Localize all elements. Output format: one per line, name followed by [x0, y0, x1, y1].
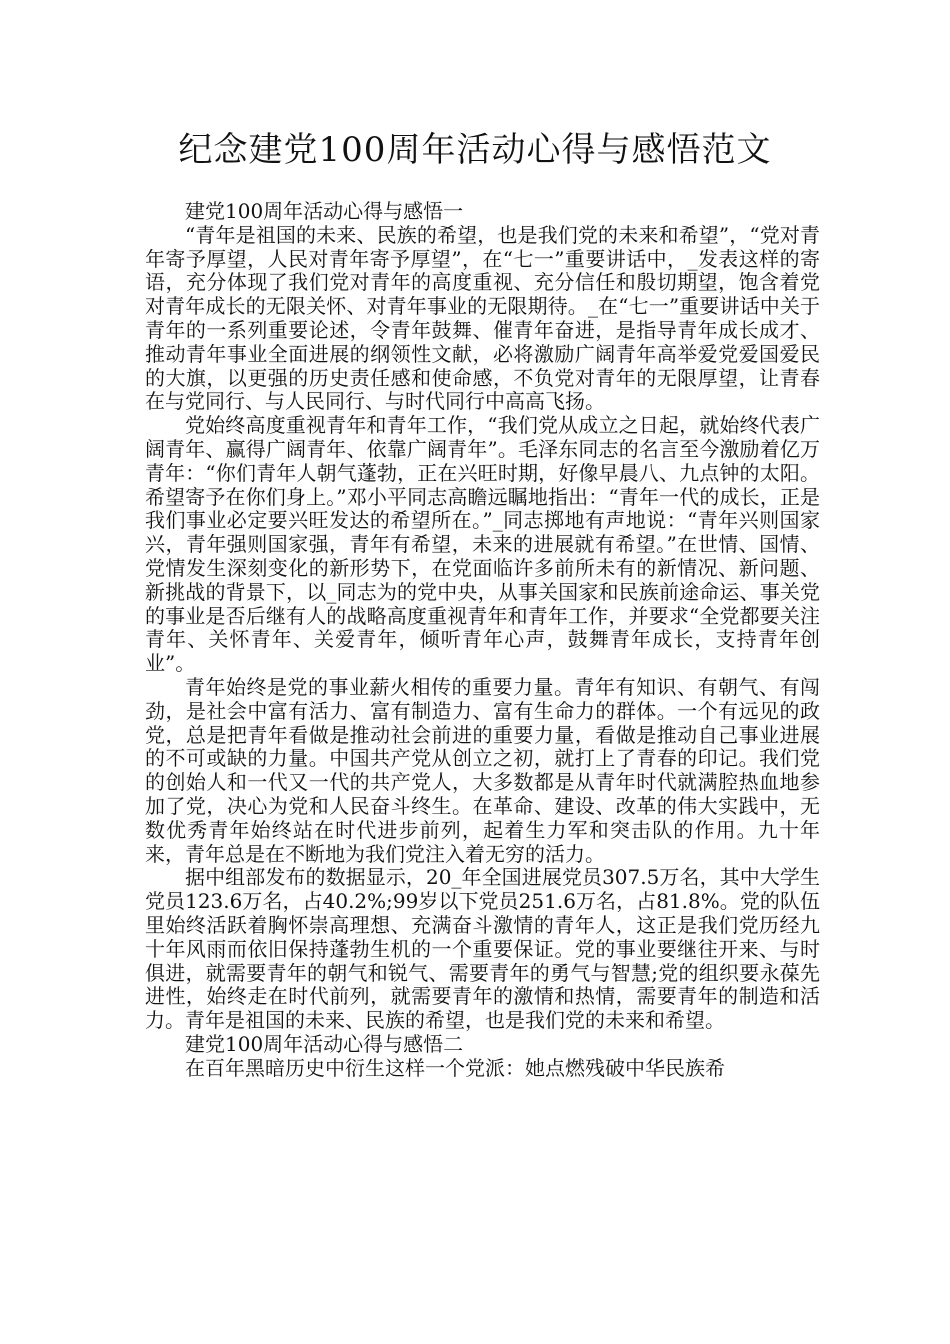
document-body	[145, 200, 820, 1080]
paragraph: “青年是祖国的未来、民族的希望，也是我们党的未来和希望”，“党对青年寄予厚望，人民对青年寄予厚望”，在“七一”重要讲话中，_发表这样的寄语，充分体现了我们党对青年的高度重视、充分信任和殷切期望，饱含着党对青年成长的无限关怀、对青年事业的无限期待。_在“七一”重要讲话中关于青年的一系列重要论述，令青年鼓舞、催青年奋进，是指导青年成长成才、推动青年事业全面进展的纲领性文献，必将激励广阔青年高举爱党爱国爱民的大旗，以更强的历史责任感和使命感，不负党对青年的无限厚望，让青春在与党同行、与人民同行、与时代同行中高高飞扬。	[145, 222, 820, 414]
paragraph: 在百年黑暗历史中衍生这样一个党派：她点燃残破中华民族希	[185, 1055, 725, 1080]
section-heading: 建党100周年活动心得与感悟一	[185, 199, 464, 223]
document-title: 纪念建党100周年活动心得与感悟范文	[178, 130, 772, 170]
paragraph: 据中组部发布的数据显示，20_年全国进展党员307.5万名，其中大学生党员123.6万名，占40.2%;99岁以下党员251.6万名，占81.8%。党的队伍里始终活跃着胸怀崇高理想、充满奋斗激情的青年人，这正是我们党历经九十年风雨而依旧保持蓬勃生机的一个重要保证。党的事业要继往开来、与时俱进，就需要青年的朝气和锐气、需要青年的勇气与智慧;党的组织要永葆先进性，始终走在时代前列，就需要青年的激情和热情，需要青年的制造和活力。青年是祖国的未来、民族的希望，也是我们党的未来和希望。	[145, 865, 820, 1033]
paragraph: 青年始终是党的事业薪火相传的重要力量。青年有知识、有朝气、有闯劲，是社会中富有活力、富有制造力、富有生命力的群体。一个有远见的政党，总是把青年看做是推动社会前进的重要力量，看做是推动自己事业进展的不可或缺的力量。中国共产党从创立之初，就打上了青春的印记。我们党的创始人和一代又一代的共产党人，大多数都是从青年时代就满腔热血地参加了党，决心为党和人民奋斗终生。在革命、建设、改革的伟大实践中，无数优秀青年始终站在时代进步前列，起着生力军和突击队的作用。九十年来，青年总是在不断地为我们党注入着无穷的活力。	[145, 674, 820, 866]
section-heading: 建党100周年活动心得与感悟二	[185, 1031, 464, 1056]
paragraph: 党始终高度重视青年和青年工作，“我们党从成立之日起，就始终代表广阔青年、赢得广阔青年、依靠广阔青年”。毛泽东同志的名言至今激励着亿万青年：“你们青年人朝气蓬勃，正在兴旺时期，好像早晨八、九点钟的太阳。希望寄予在你们身上。”邓小平同志高瞻远瞩地指出：“青年一代的成长，正是我们事业必定要兴旺发达的希望所在。”_同志掷地有声地说：“青年兴则国家兴，青年强则国家强，青年有希望，未来的进展就有希望。”在世情、国情、党情发生深刻变化的新形势下，在党面临许多前所未有的新情况、新问题、新挑战的背景下，以_同志为的党中央，从事关国家和民族前途命运、事关党的事业是否后继有人的战略高度重视青年和青年工作，并要求“全党都要关注青年、关怀青年、关爱青年，倾听青年心声，鼓舞青年成长，支持青年创业”。	[145, 413, 820, 676]
